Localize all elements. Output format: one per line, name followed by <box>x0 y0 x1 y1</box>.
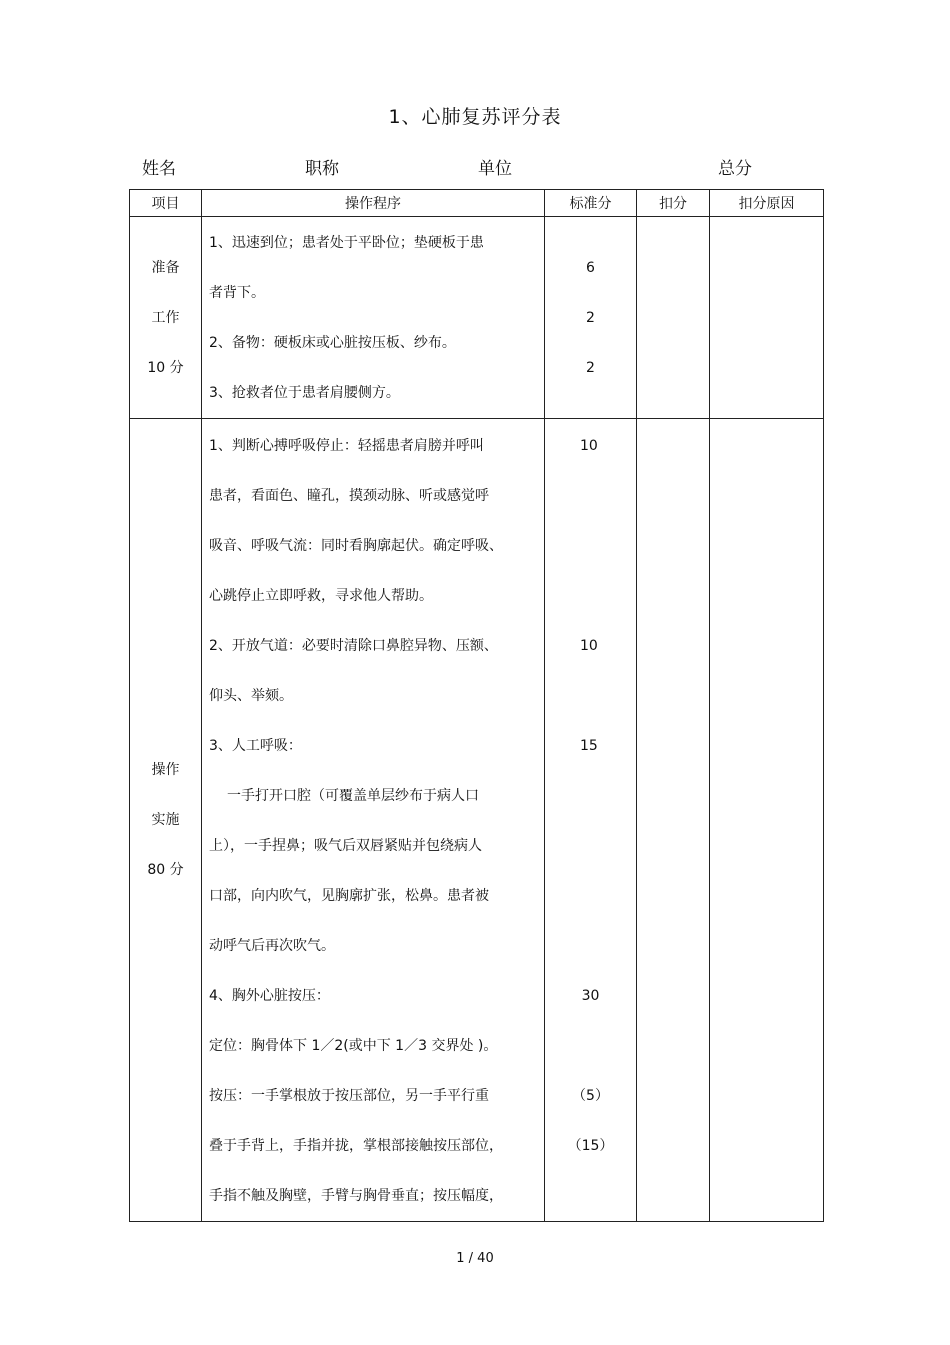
procedure-line: 口部，向内吹气，见胸廓扩张，松鼻。患者被 <box>209 888 489 904</box>
header-deduction: 扣分 <box>637 190 710 217</box>
procedure-line: 3、人工呼吸： <box>209 738 302 754</box>
standard-score: 10 <box>580 438 598 454</box>
prep-item-line: 10 分 <box>147 359 184 376</box>
standard-score <box>545 1171 636 1221</box>
name-label: 姓名 <box>142 159 176 179</box>
procedure-line: 定位：胸骨体下 1／2(或中下 1／3 交界处 )。 <box>209 1038 498 1054</box>
standard-score <box>545 521 636 571</box>
prep-procedure-cell <box>202 217 545 419</box>
procedure-line: 手指不触及胸壁，手臂与胸骨垂直；按压幅度， <box>209 1188 503 1204</box>
page-number: 1 / 40 <box>456 1251 494 1266</box>
standard-score <box>545 921 636 971</box>
total-score-label: 总分 <box>718 159 752 179</box>
standard-score <box>545 871 636 921</box>
standard-score <box>545 471 636 521</box>
procedure-line: 2、备物：硬板床或心脏按压板、纱布。 <box>209 335 456 351</box>
prep-item-line: 工作 <box>151 309 180 326</box>
standard-score <box>545 771 636 821</box>
procedure-line: 按压：一手掌根放于按压部位，另一手平行重 <box>209 1088 489 1104</box>
prep-item-line: 准备 <box>151 259 180 276</box>
header-item: 项目 <box>130 190 202 217</box>
unit-label: 单位 <box>478 159 512 179</box>
procedure-line: 叠于手背上，手指并拢，掌根部接触按压部位， <box>209 1138 503 1154</box>
standard-score <box>545 671 636 721</box>
operation-deduction-cell <box>637 419 710 1222</box>
prep-item-cell <box>130 217 202 419</box>
standard-score: 15 <box>580 738 598 754</box>
score-table <box>129 189 824 1222</box>
procedure-line: 3、抢救者位于患者肩腰侧方。 <box>209 385 400 401</box>
prep-deduction-cell <box>637 217 710 419</box>
operation-procedure-cell <box>202 419 545 1222</box>
header-standard-score: 标准分 <box>545 190 637 217</box>
standard-score: 2 <box>586 360 595 376</box>
procedure-line: 上），一手捏鼻；吸气后双唇紧贴并包绕病人 <box>209 838 482 854</box>
operation-item-line: 实施 <box>151 812 180 828</box>
operation-item-line: 操作 <box>151 762 180 778</box>
table-row-operation <box>130 419 824 1222</box>
procedure-line: 心跳停止立即呼救，寻求他人帮助。 <box>209 588 433 604</box>
procedure-line: 吸音、呼吸气流：同时看胸廓起伏。确定呼吸、 <box>209 538 503 554</box>
procedure-line: 动呼气后再次吹气。 <box>209 938 335 954</box>
procedure-line: 1、判断心搏呼吸停止：轻摇患者肩膀并呼叫 <box>209 438 484 454</box>
procedure-line: 2、开放气道：必要时清除口鼻腔异物、压额、 <box>209 638 498 654</box>
procedure-line: 4、胸外心脏按压： <box>209 988 330 1004</box>
standard-score: 2 <box>586 310 595 326</box>
table-row-preparation <box>130 217 824 419</box>
prep-score-cell <box>545 217 637 419</box>
header-procedure: 操作程序 <box>202 190 545 217</box>
standard-score: （15） <box>567 1138 614 1154</box>
procedure-line: 患者，看面色、瞳孔，摸颈动脉、听或感觉呼 <box>209 488 489 504</box>
table-header-row <box>130 190 824 217</box>
job-title-label: 职称 <box>305 159 339 179</box>
page-title: 1、心肺复苏评分表 <box>388 106 562 128</box>
standard-score <box>545 821 636 871</box>
standard-score: （5） <box>572 1088 609 1104</box>
procedure-line: 者背下。 <box>209 285 265 301</box>
prep-reason-cell <box>710 217 824 419</box>
operation-score-cell <box>545 419 637 1222</box>
standard-score <box>545 1021 636 1071</box>
operation-item-line: 80 分 <box>147 862 184 878</box>
procedure-line: 1、迅速到位；患者处于平卧位；垫硬板于患 <box>209 235 484 251</box>
header-deduction-reason: 扣分原因 <box>710 190 824 217</box>
operation-reason-cell <box>710 419 824 1222</box>
standard-score: 30 <box>581 988 600 1004</box>
standard-score <box>545 571 636 621</box>
procedure-line: 一手打开口腔（可覆盖单层纱布于病人口 <box>227 788 479 804</box>
standard-score: 6 <box>586 260 595 276</box>
standard-score: 10 <box>580 638 598 654</box>
operation-item-cell <box>130 419 202 1222</box>
procedure-line: 仰头、举颏。 <box>209 688 293 704</box>
